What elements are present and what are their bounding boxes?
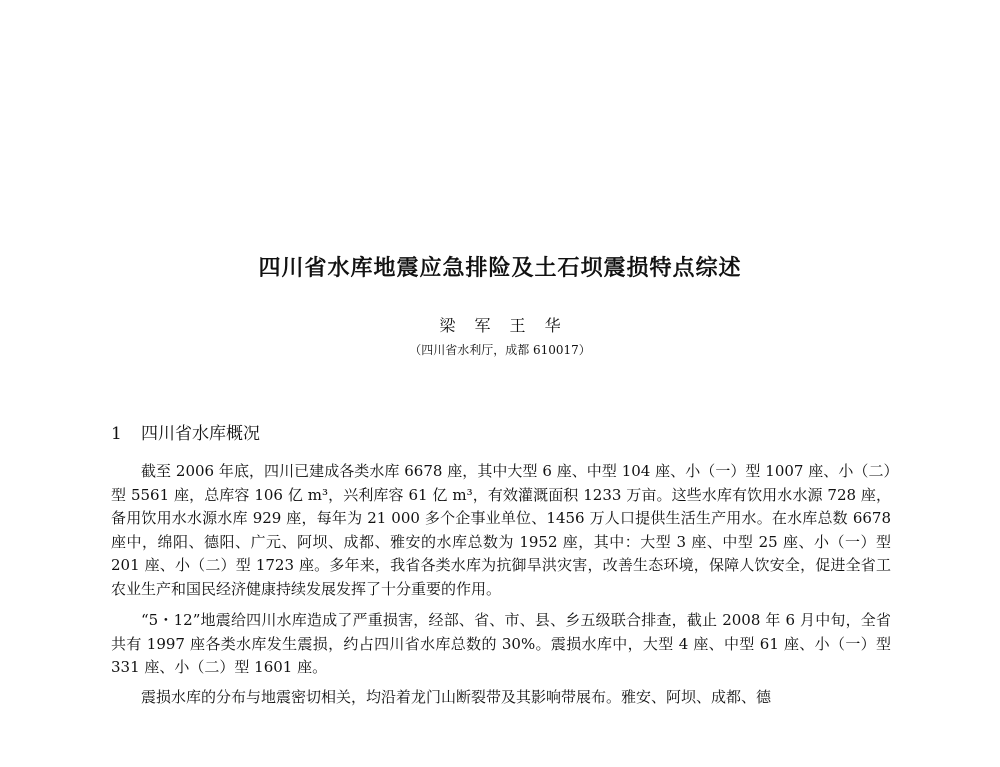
body-text bbox=[111, 460, 891, 717]
paper-affiliation: （四川省水利厅，成都 610017） bbox=[409, 343, 591, 357]
paragraph-overview: 截至 2006 年底，四川已建成各类水库 6678 座，其中大型 6 座、中型 104 座、小（一）型 1007 座、小（二）型 5561 座，总库容 106 亿 m³，兴利库容 61 亿 m³，有效灌溉面积 1233 万亩。这些水库有饮用水水源 728 座，备用饮用水水源水库 929 座，每年为 21 000 多个企事业单位、1456 万人口提供生活生产用水。在水库总数 6678 座中，绵阳、德阳、广元、阿坝、成都、雅安的水库总数为 1952 座，其中：大型 3 座、中型 25 座、小（一）型 201 座、小（二）型 1723 座。多年来，我省各类水库为抗御旱洪灾害，改善生态环境，保障人饮安全，促进全省工农业生产和国民经济健康持续发展发挥了十分重要的作用。 bbox=[111, 462, 891, 598]
paragraph-earthquake-damage: “5・12”地震给四川水库造成了严重损害，经部、省、市、县、乡五级联合排查，截止 2008 年 6 月中旬，全省共有 1997 座各类水库发生震损，约占四川省水库总数的 30%。震损水库中，大型 4 座、中型 61 座、小（一）型 331 座、小（二）型 1601 座。 bbox=[111, 611, 891, 676]
section-title: 四川省水库概况 bbox=[141, 424, 260, 444]
paper-title: 四川省水库地震应急排险及土石坝震损特点综述 bbox=[258, 256, 742, 281]
paragraph-distribution: 震损水库的分布与地震密切相关，均沿着龙门山断裂带及其影响带展布。雅安、阿坝、成都、德 bbox=[141, 687, 772, 706]
section-heading bbox=[111, 419, 260, 444]
paper-authors: 梁 军 王 华 bbox=[439, 316, 561, 335]
section-number: 1 bbox=[111, 424, 122, 444]
